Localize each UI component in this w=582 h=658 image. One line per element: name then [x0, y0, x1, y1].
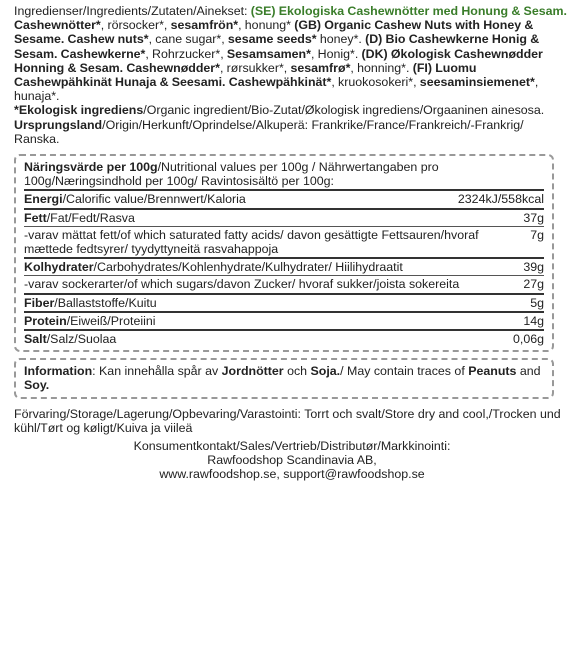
row-divider [24, 311, 544, 313]
ingredients-prefix: Ingredienser/Ingredients/Zutaten/Ainekset: [14, 4, 251, 18]
se_text-segment: sesamfrön* [170, 18, 239, 33]
se-title: (SE) Ekologiska Cashewnötter med Honung & Sesam. [250, 4, 567, 18]
info-text-1: : Kan innehålla spår av [92, 364, 222, 379]
nutrient-value: 5g [530, 295, 544, 310]
storage-text: Förvaring/Storage/Lagerung/Opbevaring/Varastointi: Torrt och svalt/Store dry and cool,/Trocken und kühl/Tørt og køligt/Kuiva ja viileä [14, 406, 561, 435]
nutrient-value: 37g [523, 210, 544, 225]
dk-segment: Cashewnødder* [126, 60, 220, 75]
nutrition-row [24, 260, 544, 274]
contact-block [14, 439, 570, 482]
contact-line-1: Konsumentkontakt/Sales/Vertrieb/Distributør/Markkinointi: [133, 439, 451, 454]
contact-line-2: Rawfoodshop Scandinavia AB, [207, 453, 377, 468]
fi-segment: (FI) Luomu Cashewpähkinät Hunaja & Seesami. [14, 60, 477, 90]
gb-segment: , cane sugar*, [148, 32, 228, 47]
se_text-segment: , honung* [238, 18, 295, 33]
info-label: Information [24, 364, 93, 379]
nutrient-label [24, 332, 513, 346]
nutrient-label [24, 192, 458, 206]
nutrient-label [24, 228, 530, 256]
nutrient-value: 2324kJ/558kcal [457, 192, 544, 207]
dk-segment: , rørsukker*, [219, 60, 291, 75]
nutrient-translations: /Calorific value/Brennwert/Kaloria [62, 192, 246, 207]
de-segment: , Honig*. [310, 46, 362, 61]
row-divider [24, 208, 544, 210]
nutrition-row [24, 211, 544, 225]
organic-note: /Organic ingredient/Bio-Zutat/Økologisk ingrediens/Orgaaninen ainesosa. [143, 103, 545, 118]
info-text-2: och [283, 364, 311, 379]
info-peanuts-sv: Jordnötter [221, 364, 284, 379]
nutrient-label [24, 260, 523, 274]
se-text [14, 18, 294, 32]
nutrition-header-bold: Näringsvärde per 100g [24, 160, 158, 175]
nutrient-value: 14g [523, 313, 544, 328]
info-text-4: and [516, 364, 541, 379]
row-divider [24, 226, 544, 227]
nutrient-name: Kolhydrater [24, 260, 94, 275]
row-divider [24, 257, 544, 259]
nutrient-translations: /Carbohydrates/Kohlenhydrate/Kulhydrater/ Hiilihydraatit [93, 260, 403, 275]
nutrient-name: Salt [24, 332, 47, 347]
nutrient-label [24, 211, 523, 225]
nutrition-header [24, 160, 544, 188]
nutrient-translations: -varav sockerarter/of which sugars/davon Zucker/ hvoraf sukker/joista sokereita [24, 277, 460, 292]
nutrient-label [24, 296, 530, 310]
nutrition-row [24, 277, 544, 291]
nutrient-value: 7g [530, 227, 544, 242]
row-divider [24, 189, 544, 191]
de-segment: Cashewkerne* [60, 46, 146, 61]
info-soy-sv: Soja. [310, 364, 341, 379]
nutrition-row [24, 228, 544, 256]
se_text-segment: , rörsocker*, [100, 18, 171, 33]
de-segment: , Rohrzucker*, [145, 46, 227, 61]
contact-line-3: www.rawfoodshop.se, support@rawfoodshop.se [159, 467, 425, 482]
row-divider [24, 329, 544, 331]
fi-segment: Cashewpähkinät* [228, 75, 332, 90]
origin-label: Ursprungsland [14, 117, 103, 132]
se_text-segment: Cashewnötter* [14, 18, 101, 33]
info-text-3: / May contain traces of [340, 364, 469, 379]
info-peanuts-en: Peanuts [468, 364, 517, 379]
nutrient-name: Fiber [24, 295, 55, 310]
nutrient-value: 27g [523, 277, 544, 292]
gb-segment: Cashew nuts* [67, 32, 149, 47]
nutrient-translations: /Salz/Suolaa [46, 332, 117, 347]
fi-segment: , hunaja*. [14, 75, 539, 104]
dk-segment: , honning*. [350, 60, 413, 75]
ingredients-block [14, 4, 570, 118]
nutrient-label [24, 277, 523, 291]
nutrient-translations: -varav mättat fett/of which saturated fatty acids/ davon gesättigte Fettsauren/hvoraf mættede fedtsyrer/ tyydyttyneitä rasvahappoja [24, 227, 479, 257]
de-segment: (D) Bio Cashewkerne Honig & Sesam. [14, 32, 540, 61]
row-divider [24, 275, 544, 276]
origin-text: /Origin/Herkunft/Oprindelse/Alkuperä: Frankrike/France/Frankreich/-Frankrig/ Ranska. [14, 117, 524, 146]
nutrient-name: Protein [24, 313, 67, 328]
product-label [14, 4, 570, 482]
nutrition-rows [24, 189, 544, 346]
row-divider [24, 293, 544, 295]
dk-segment: sesamfrø* [290, 60, 351, 75]
nutrient-label [24, 314, 523, 328]
nutrition-table [14, 154, 554, 352]
organic-note-bold: *Ekologisk ingrediens [14, 103, 144, 118]
information-box [14, 358, 554, 398]
nutrient-value: 0,06g [512, 332, 544, 347]
fi-segment: seesaminsiemenet* [419, 75, 535, 90]
nutrient-name: Fett [24, 210, 47, 225]
nutrition-row [24, 332, 544, 346]
fi-segment: , kruokosokeri*, [331, 75, 420, 90]
gb-segment: sesame seeds* [227, 32, 317, 47]
de-segment: Sesamsamen* [226, 46, 311, 61]
origin-block [14, 118, 570, 146]
nutrient-translations: /Eiweiß/Proteiini [66, 313, 156, 328]
nutrition-header-text: /Nutritional values per 100g / Nährwertangaben pro 100g/Næringsindhold per 100g/ Ravintosisältö per 100g: [24, 160, 439, 189]
gb-segment: (GB) Organic Cashew Nuts with Honey & Sesame. [14, 18, 534, 47]
info-soy-en: Soy. [24, 378, 50, 393]
nutrition-row [24, 296, 544, 310]
nutrient-value: 39g [523, 260, 544, 275]
dk-segment: (DK) Økologisk Cashewnødder Honning & Sesam. [14, 46, 543, 75]
nutrient-translations: /Ballaststoffe/Kuitu [54, 295, 157, 310]
nutrition-row [24, 192, 544, 206]
nutrition-row [24, 314, 544, 328]
nutrient-translations: /Fat/Fedt/Rasva [46, 210, 135, 225]
nutrient-name: Energi [24, 192, 63, 207]
gb-segment: honey*. [316, 32, 366, 47]
